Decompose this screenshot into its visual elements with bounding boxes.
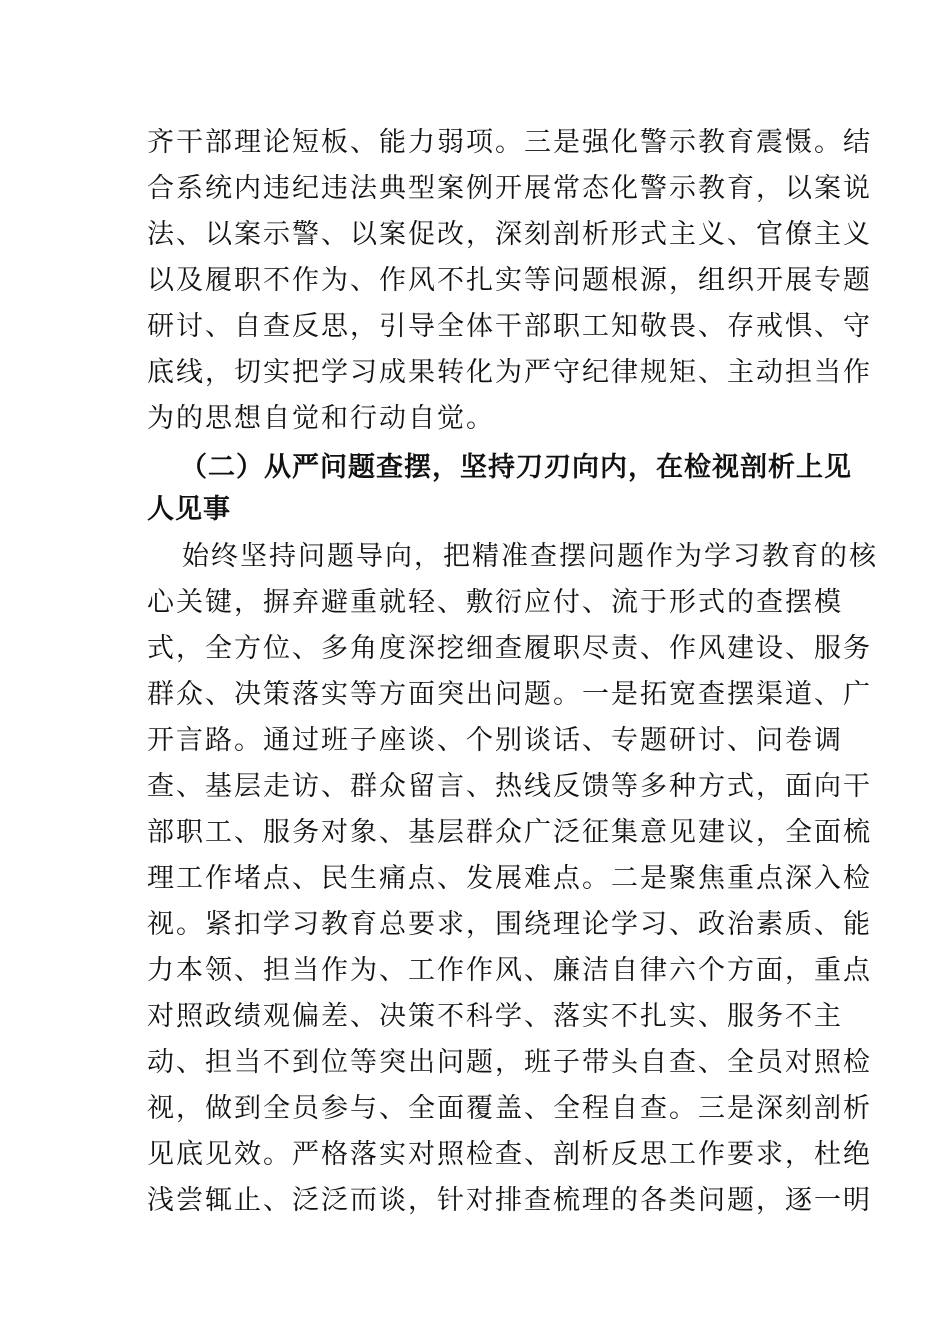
- text-line: 视，做到全员参与、全面覆盖、全程自查。三是深刻剖析: [147, 1093, 872, 1124]
- text-line: 心关键，摒弃避重就轻、敷衍应付、流于形式的查摆模: [147, 587, 843, 618]
- text-line: 底线，切实把学习成果转化为严守纪律规矩、主动担当作: [147, 357, 872, 388]
- paragraph-first-line: 始终坚持问题导向，把精准查摆问题作为学习教育的核: [182, 541, 878, 572]
- text-line: 研讨、自查反思，引导全体干部职工知敬畏、存戒惧、守: [147, 311, 872, 342]
- text-line: 见底见效。严格落实对照检查、剖析反思工作要求，杜绝: [147, 1139, 872, 1170]
- section-heading: （二）从严问题查摆，坚持刀刃向内，在检视剖析上见: [180, 452, 852, 483]
- text-line: 对照政绩观偏差、决策不科学、落实不扎实、服务不主: [147, 1001, 843, 1032]
- text-line: 为的思想自觉和行动自觉。: [147, 403, 495, 434]
- text-line: 式，全方位、多角度深挖细查履职尽责、作风建设、服务: [147, 633, 872, 664]
- text-line: 部职工、服务对象、基层群众广泛征集意见建议，全面梳: [147, 817, 872, 848]
- text-line: 开言路。通过班子座谈、个别谈话、专题研讨、问卷调: [147, 725, 843, 756]
- text-line: 以及履职不作为、作风不扎实等问题根源，组织开展专题: [147, 265, 872, 296]
- text-line: 查、基层走访、群众留言、热线反馈等多种方式，面向干: [147, 771, 872, 802]
- text-line: 法、以案示警、以案促改，深刻剖析形式主义、官僚主义: [147, 219, 872, 250]
- text-line: 合系统内违纪违法典型案例开展常态化警示教育，以案说: [147, 173, 872, 204]
- text-line: 视。紧扣学习教育总要求，围绕理论学习、政治素质、能: [147, 909, 872, 940]
- text-line: 力本领、担当作为、工作作风、廉洁自律六个方面，重点: [147, 955, 872, 986]
- section-heading-continued: 人见事: [147, 494, 231, 525]
- text-line: 浅尝辄止、泛泛而谈，针对排查梳理的各类问题，逐一明: [147, 1185, 872, 1216]
- text-line: 动、担当不到位等突出问题，班子带头自查、全员对照检: [147, 1047, 872, 1078]
- text-line: 群众、决策落实等方面突出问题。一是拓宽查摆渠道、广: [147, 679, 872, 710]
- text-line: 齐干部理论短板、能力弱项。三是强化警示教育震慑。结: [147, 127, 872, 158]
- text-line: 理工作堵点、民生痛点、发展难点。二是聚焦重点深入检: [147, 863, 872, 894]
